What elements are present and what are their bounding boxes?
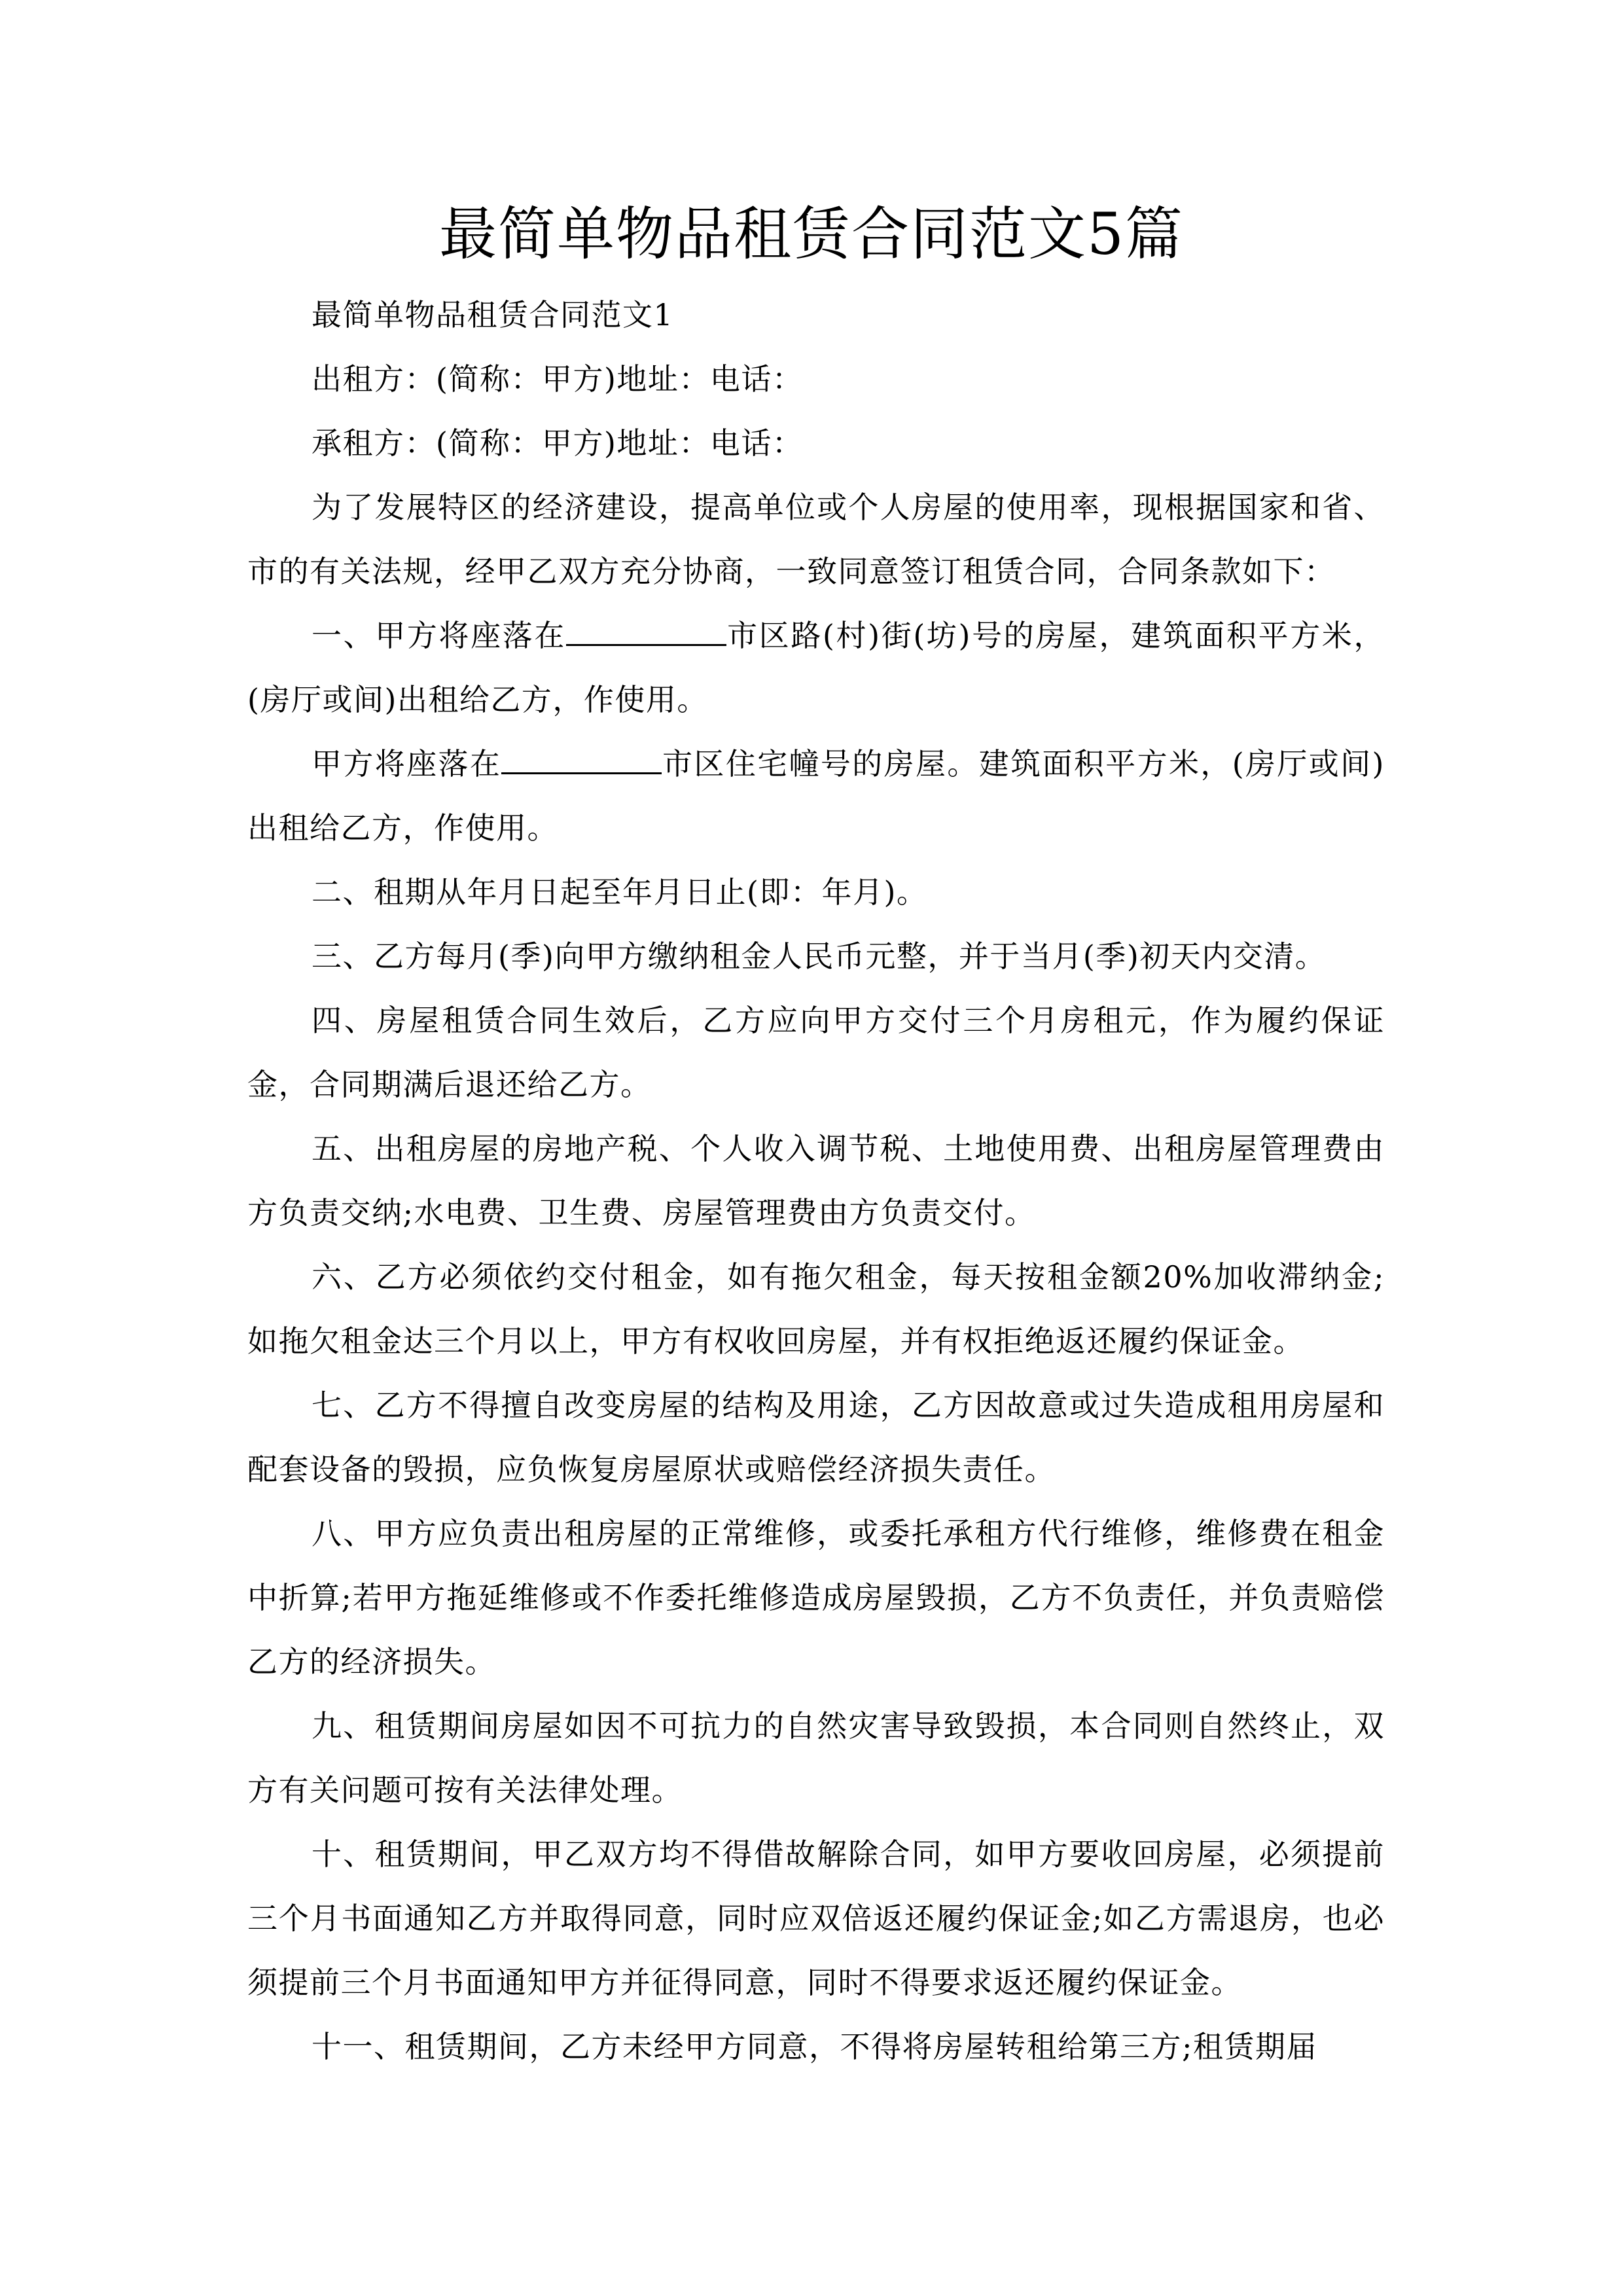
section-heading: 最简单物品租赁合同范文1 bbox=[312, 297, 674, 332]
clause-10-paragraph: 十、租赁期间，甲乙双方均不得借故解除合同，如甲方要收回房屋，必须提前三个月书面通知乙方并取得同意，同时应双倍返还履约保证金;如乙方需退房，也必须提前三个月书面通知甲方并征得同意，同时不得要求返还履约保证金。 bbox=[247, 1837, 1385, 2000]
clause-6-paragraph: 六、乙方必须依约交付租金，如有拖欠租金，每天按租金额20%加收滞纳金;如拖欠租金达三个月以上，甲方有权收回房屋，并有权拒绝返还履约保证金。 bbox=[247, 1259, 1385, 1359]
clause-7-paragraph: 七、乙方不得擅自改变房屋的结构及用途，乙方因故意或过失造成租用房屋和配套设备的毁损，应负恢复房屋原状或赔偿经济损失责任。 bbox=[247, 1388, 1385, 1487]
clause-5-paragraph: 五、出租房屋的房地产税、个人收入调节税、土地使用费、出租房屋管理费由方负责交纳;水电费、卫生费、房屋管理费由方负责交付。 bbox=[247, 1131, 1385, 1230]
lessor-line: 出租方：(简称：甲方)地址：电话： bbox=[312, 361, 804, 397]
clause-1-text-start: 一、甲方将座落在 bbox=[312, 618, 566, 653]
clause-8-paragraph: 八、甲方应负责出租房屋的正常维修，或委托承租方代行维修，维修费在租金中折算;若甲方拖延维修或不作委托维修造成房屋毁损，乙方不负责任，并负责赔偿乙方的经济损失。 bbox=[247, 1516, 1385, 1679]
document-body bbox=[247, 283, 1385, 2079]
clause-1b-paragraph bbox=[247, 732, 1385, 860]
lessee-line: 承租方：(简称：甲方)地址：电话： bbox=[312, 425, 804, 461]
intro-paragraph: 为了发展特区的经济建设，提高单位或个人房屋的使用率，现根据国家和省、市的有关法规，经甲乙双方充分协商，一致同意签订租赁合同，合同条款如下： bbox=[247, 490, 1385, 589]
clause-2-paragraph: 二、租期从年月日起至年月日止(即：年月)。 bbox=[312, 874, 928, 910]
clause-11-paragraph: 十一、租赁期间，乙方未经甲方同意，不得将房屋转租给第三方;租赁期届 bbox=[312, 2029, 1317, 2064]
document-title: 最简单物品租赁合同范文5篇 bbox=[439, 200, 1184, 268]
clause-4-paragraph: 四、房屋租赁合同生效后，乙方应向甲方交付三个月房租元，作为履约保证金，合同期满后退还给乙方。 bbox=[247, 1003, 1385, 1102]
address-blank-field[interactable] bbox=[566, 618, 726, 646]
clause-1b-text-start: 甲方将座落在 bbox=[312, 746, 502, 781]
clause-1b-text-end: 市区住宅幢号的房屋。建筑面积平方米，(房厅或间)出租给乙方，作使用。 bbox=[247, 746, 1385, 846]
clause-1-paragraph bbox=[247, 603, 1385, 732]
clause-9-paragraph: 九、租赁期间房屋如因不可抗力的自然灾害导致毁损，本合同则自然终止，双方有关问题可按有关法律处理。 bbox=[247, 1708, 1385, 1808]
clause-1-text-end: 市区路(村)街(坊)号的房屋，建筑面积平方米，(房厅或间)出租给乙方，作使用。 bbox=[247, 618, 1385, 717]
clause-3-paragraph: 三、乙方每月(季)向甲方缴纳租金人民币元整，并于当月(季)初天内交清。 bbox=[312, 939, 1327, 974]
address-blank-field[interactable] bbox=[501, 746, 662, 774]
